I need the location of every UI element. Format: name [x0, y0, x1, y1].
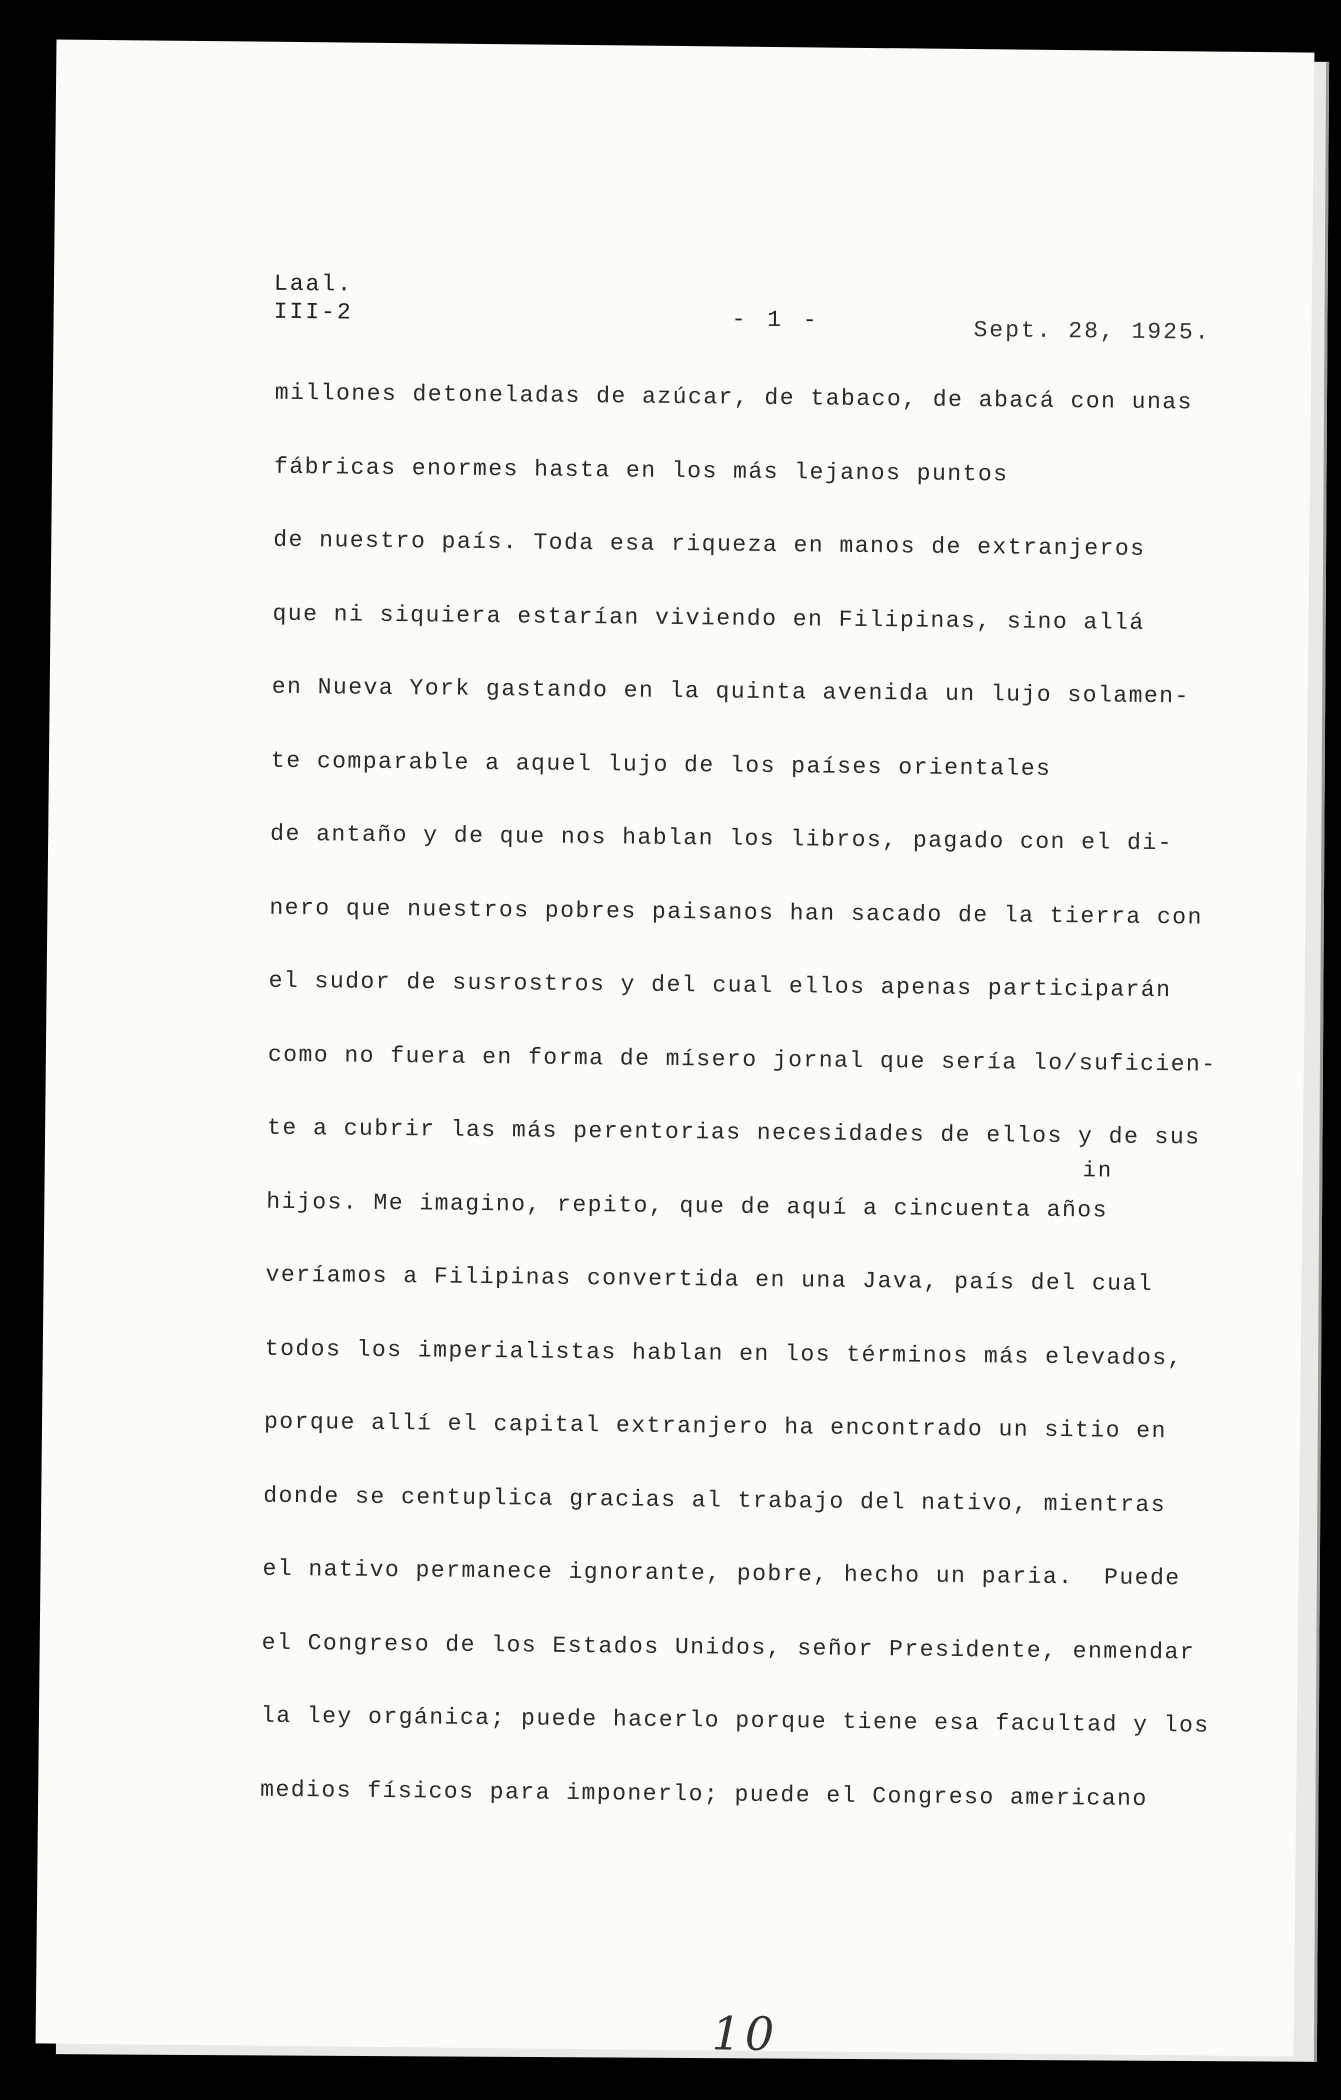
text-line: de antaño y de que nos hablan los libros, pagado con el di-: [270, 820, 1174, 857]
text-line: te a cubrir las más perentorias necesidades de ellos y de sus: [267, 1114, 1201, 1151]
reference-line-2: III-2: [273, 298, 353, 326]
text-line: en Nueva York gastando en la quinta avenida un lujo solamen-: [271, 673, 1190, 710]
text-line: millones detoneladas de azúcar, de tabaco, de abacá con unas: [274, 379, 1194, 416]
handwritten-folio-number: 10: [711, 2006, 779, 2062]
text-line: la ley orgánica; puede hacerlo porque tiene esa facultad y los: [260, 1702, 1210, 1739]
text-line: hijos. Me imagino, repito, que de aquí a cincuenta años: [266, 1188, 1109, 1224]
text-line: te comparable a aquel lujo de los países orientales: [270, 747, 1052, 782]
text-line: que ni siquiera estarían viviendo en Filipinas, sino allá: [272, 600, 1145, 636]
document-date: Sept. 28, 1925.: [973, 317, 1211, 346]
text-line: donde se centuplica gracias al trabajo del nativo, mientras: [263, 1482, 1167, 1518]
typed-body-text: [260, 378, 1275, 1858]
text-line: el sudor de susrostros y del cual ellos apenas participarán: [268, 967, 1172, 1004]
document-page: [36, 39, 1315, 2062]
text-line: veríamos a Filipinas convertida en una Java, país del cual: [265, 1261, 1154, 1298]
reference-line-1: Laal.: [273, 270, 354, 298]
text-line: como no fuera en forma de mísero jornal que sería lo/suficien-: [267, 1041, 1217, 1078]
interlinear-insertion: in: [1082, 1158, 1114, 1184]
text-line: medios físicos para imponerlo; puede el Congreso americano: [260, 1776, 1148, 1812]
text-line: fábricas enormes hasta en los más lejanos puntos: [273, 453, 1009, 487]
text-line: porque allí el capital extranjero ha encontrado un sitio en: [263, 1408, 1167, 1445]
text-line: nero que nuestros pobres paisanos han sacado de la tierra con: [269, 894, 1203, 931]
text-line: el nativo permanece ignorante, pobre, hecho un paria. Puede: [262, 1555, 1181, 1592]
page-number: - 1 -: [731, 306, 821, 334]
reference-block: [274, 270, 354, 327]
text-line: todos los imperialistas hablan en los términos más elevados,: [264, 1335, 1184, 1371]
text-line: el Congreso de los Estados Unidos, señor Presidente, enmendar: [261, 1629, 1196, 1665]
text-line: de nuestro país. Toda esa riqueza en manos de extranjeros: [273, 526, 1146, 562]
